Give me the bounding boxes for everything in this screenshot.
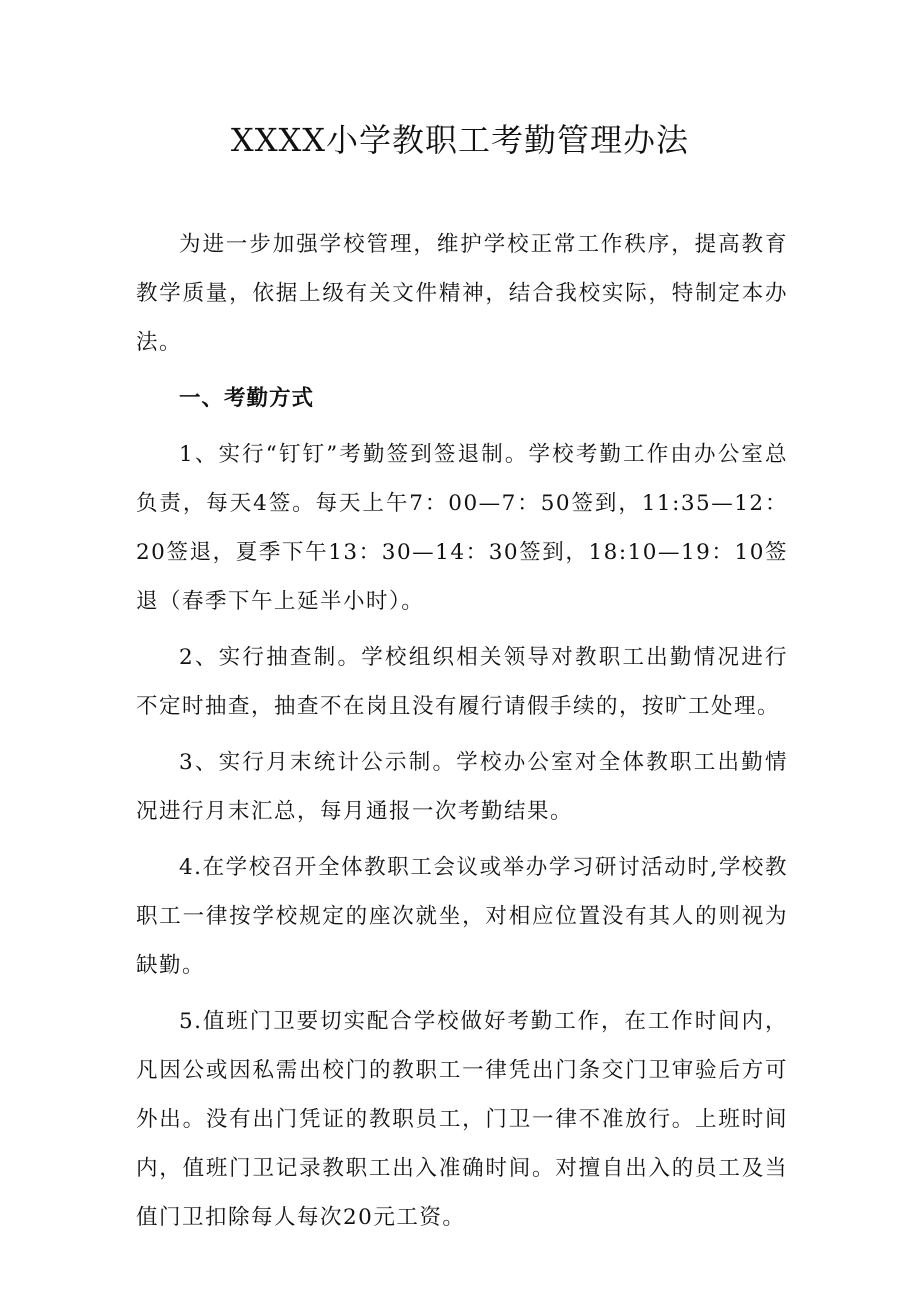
section-heading-attendance-method: 一、考勤方式 <box>179 386 315 411</box>
clause-3-paragraph: 3、实行月末统计公示制。学校办公室对全体教职工出勤情况进行月末汇总，每月通报一次考勤结果。 <box>136 750 788 824</box>
clause-4-paragraph: 4.在学校召开全体教职工会议或举办学习研讨活动时,学校教职工一律按学校规定的座次就坐，对相应位置没有其人的则视为缺勤。 <box>136 855 788 978</box>
clause-1-paragraph: 1、实行“钉钉”考勤签到签退制。学校考勤工作由办公室总负责，每天4签。每天上午7：00—7：50签到，11:35—12：20签退，夏季下午13：30—14：30签到，18:10—19：10签退（春季下午上延半小时）。 <box>136 442 788 614</box>
clause-2-paragraph: 2、实行抽查制。学校组织相关领导对教职工出勤情况进行不定时抽查，抽查不在岗且没有履行请假手续的，按旷工处理。 <box>136 645 788 719</box>
document-title: XXXX小学教职工考勤管理办法 <box>230 121 690 159</box>
intro-paragraph: 为进一步加强学校管理，维护学校正常工作秩序，提高教育教学质量，依据上级有关文件精神，结合我校实际，特制定本办法。 <box>136 232 788 355</box>
clause-5-paragraph: 5.值班门卫要切实配合学校做好考勤工作，在工作时间内，凡因公或因私需出校门的教职工一律凭出门条交门卫审验后方可外出。没有出门凭证的教职员工，门卫一律不准放行。上班时间内，值班门卫记录教职工出入准确时间。对擅自出入的员工及当值门卫扣除每人每次20元工资。 <box>136 1009 788 1230</box>
document-body <box>136 220 788 1249</box>
